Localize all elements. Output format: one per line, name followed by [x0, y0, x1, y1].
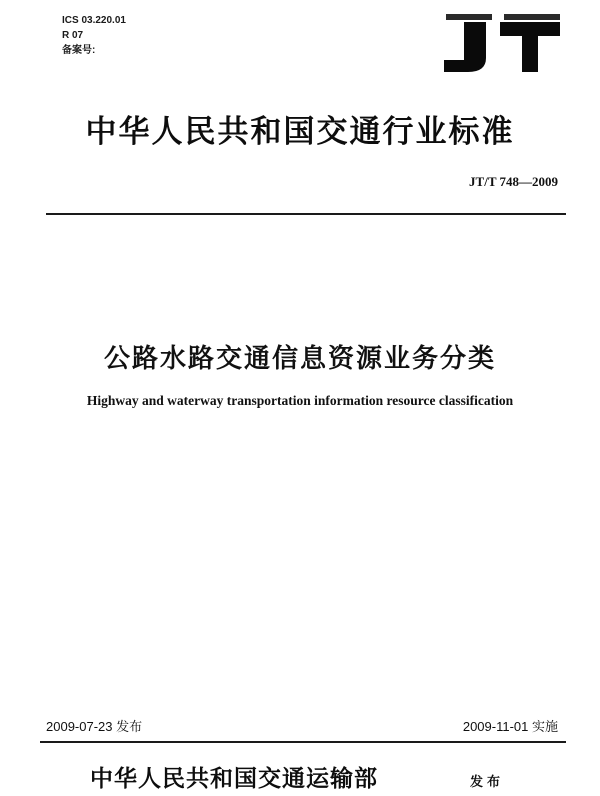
filing-number-label: 备案号:: [62, 45, 96, 56]
footer-divider: [40, 741, 566, 743]
jt-logo: [430, 8, 565, 76]
document-title-chinese: 公路水路交通信息资源业务分类: [103, 344, 496, 374]
issue-action: 发布: [470, 775, 505, 790]
issuing-authority: 中华人民共和国交通运输部: [90, 765, 378, 792]
document-title-english: Highway and waterway transportation information resource classification: [86, 393, 514, 408]
header-divider: [46, 213, 566, 215]
implementation-date: 2009-11-01 实施: [462, 719, 558, 734]
ics-code: ICS 03.220.01: [62, 15, 126, 26]
classification-block: [62, 13, 126, 58]
org-title: 中华人民共和国交通行业标准: [85, 114, 515, 150]
standard-number: JT/T 748—2009: [469, 174, 558, 189]
release-date: 2009-07-23 发布: [46, 719, 143, 734]
category-code: R 07: [62, 30, 84, 41]
